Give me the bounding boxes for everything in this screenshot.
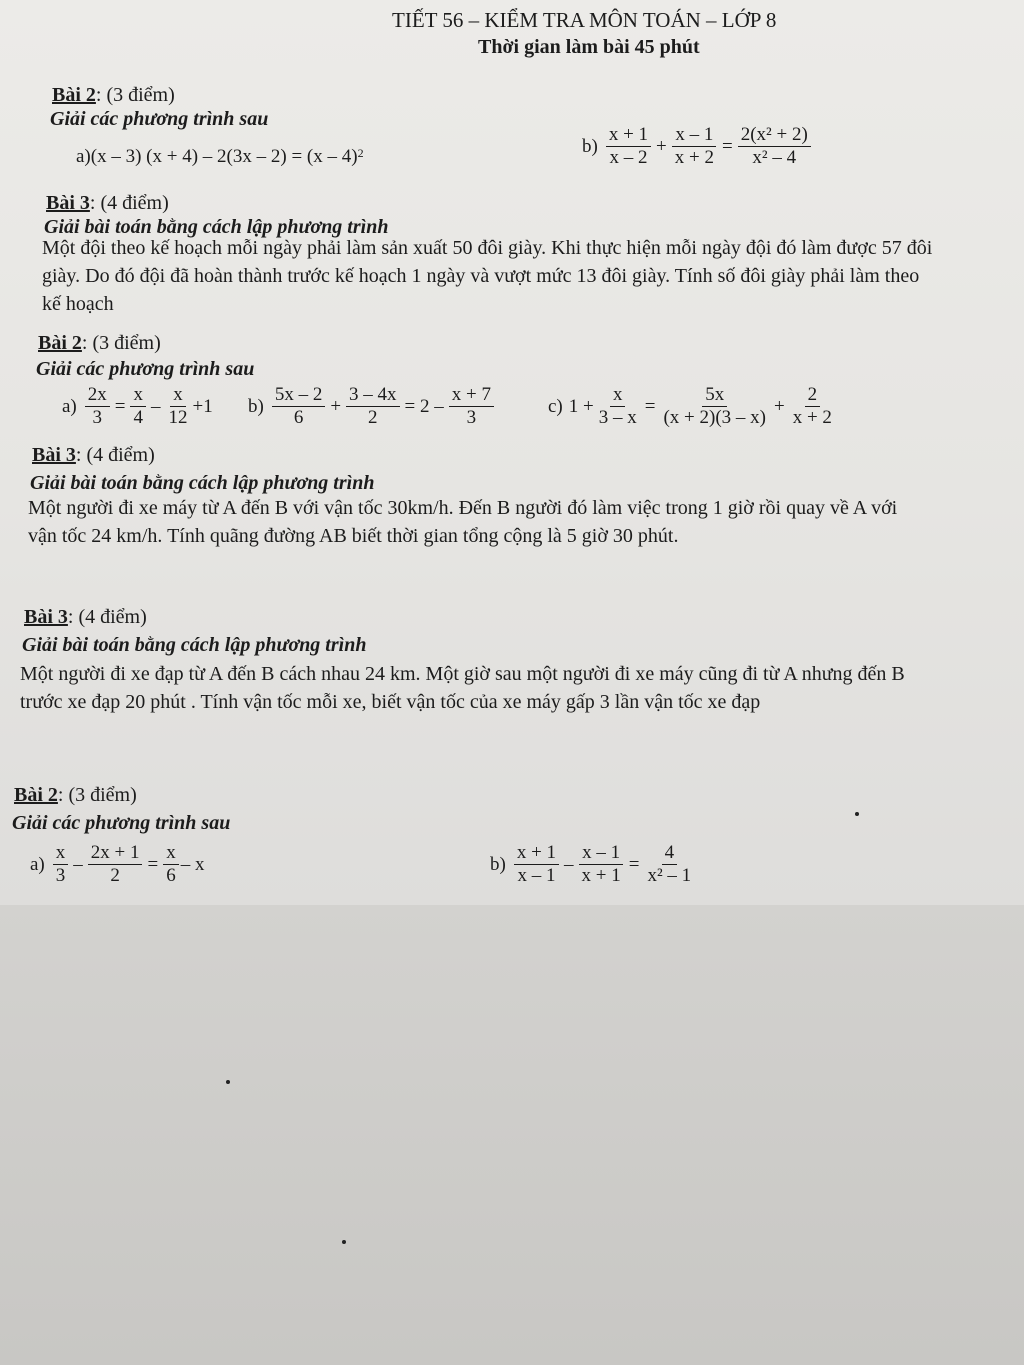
section-heading: Bài 2: (3 điểm) [38,332,161,354]
page-title: TIẾT 56 – KIỂM TRA MÔN TOÁN – LỚP 8 [392,8,777,32]
section-instruction: Giải bài toán bằng cách lập phương trình [44,216,389,238]
section-instruction: Giải các phương trình sau [50,108,269,130]
equation-b: b) $\frac{5x - 2}{6}$ + $\frac{3 - 4x}{2}$ = 2 – $\frac{x + 7}{3}$ [248,384,496,429]
section-instruction: Giải bài toán bằng cách lập phương trình [22,634,367,656]
equation-c: c) 1 + $\frac{x}{3 - x}$ = $\frac{5x}{(x + 2)(3 - x)}$ + $\frac{2}{x + 2}$ [548,384,832,428]
section-heading: Bài 2: (3 điểm) [52,84,175,106]
equation-a: a) (x – 3) (x + 4) – 2(3x – 2) = (x – 4) 2 [76,146,364,167]
equation-b: b) $\frac{x + 1}{x - 2}$ + $\frac{x - 1}{x + 2}$ = $\frac{\text{2(x² + 2)}}{\text{x² – 4}}$ [582,124,813,169]
section-heading: Bài 3: (4 điểm) [32,444,155,466]
section-instruction: Giải bài toán bằng cách lập phương trình [30,472,375,494]
section-heading: Bài 2: (3 điểm) [14,784,137,806]
section-heading: Bài 3: (4 điểm) [46,192,169,214]
section-heading: Bài 3: (4 điểm) [24,606,147,628]
section-instruction: Giải các phương trình sau [36,358,255,380]
equation-b: b) $\frac{x + 1}{x - 1}$ – $\frac{x - 1}{x + 1}$ = $\frac{4}{\text{x² – 1}}$ [490,842,692,886]
section-instruction: Giải các phương trình sau [12,812,231,834]
problem-text: Một người đi xe đạp từ A đến B cách nhau 24 km. Một giờ sau một người đi xe máy cũng đi từ A nhưng đến B trước xe đạp 20 phút . Tính vận tốc mỗi xe, biết vận tốc của xe máy gấp 3 lần vận tốc xe đạp [20,663,905,713]
problem-text: Một đội theo kế hoạch mỗi ngày phải làm sản xuất 50 đôi giày. Khi thực hiện mỗi ngày đội đó làm được 57 đôi giày. Do đó đội đã hoàn thành trước kế hoạch 1 ngày và vượt mức 13 đôi giày. Tính số đôi giày phải làm theo kế hoạch [42,237,933,315]
problem-text: Một người đi xe máy từ A đến B với vận tốc 30km/h. Đến B người đó làm việc trong 1 giờ rồi quay về A với vận tốc 24 km/h. Tính quãng đường AB biết thời gian tổng cộng là 5 giờ 30 phút. [28,497,898,547]
paper-speck [226,1080,230,1084]
page-subtitle: Thời gian làm bài 45 phút [478,36,700,58]
paper-speck [342,1240,346,1244]
paper-speck [855,812,859,816]
equation-a: a) $\frac{2x}{3}$ = $\frac{x}{4}$ – $\frac{x}{12}$ +1 [62,384,213,428]
equation-a: a) $\frac{x}{3}$ – $\frac{2x + 1}{2}$ = $\frac{x}{6}$ – x [30,842,205,886]
show-through-background [0,905,1024,1365]
